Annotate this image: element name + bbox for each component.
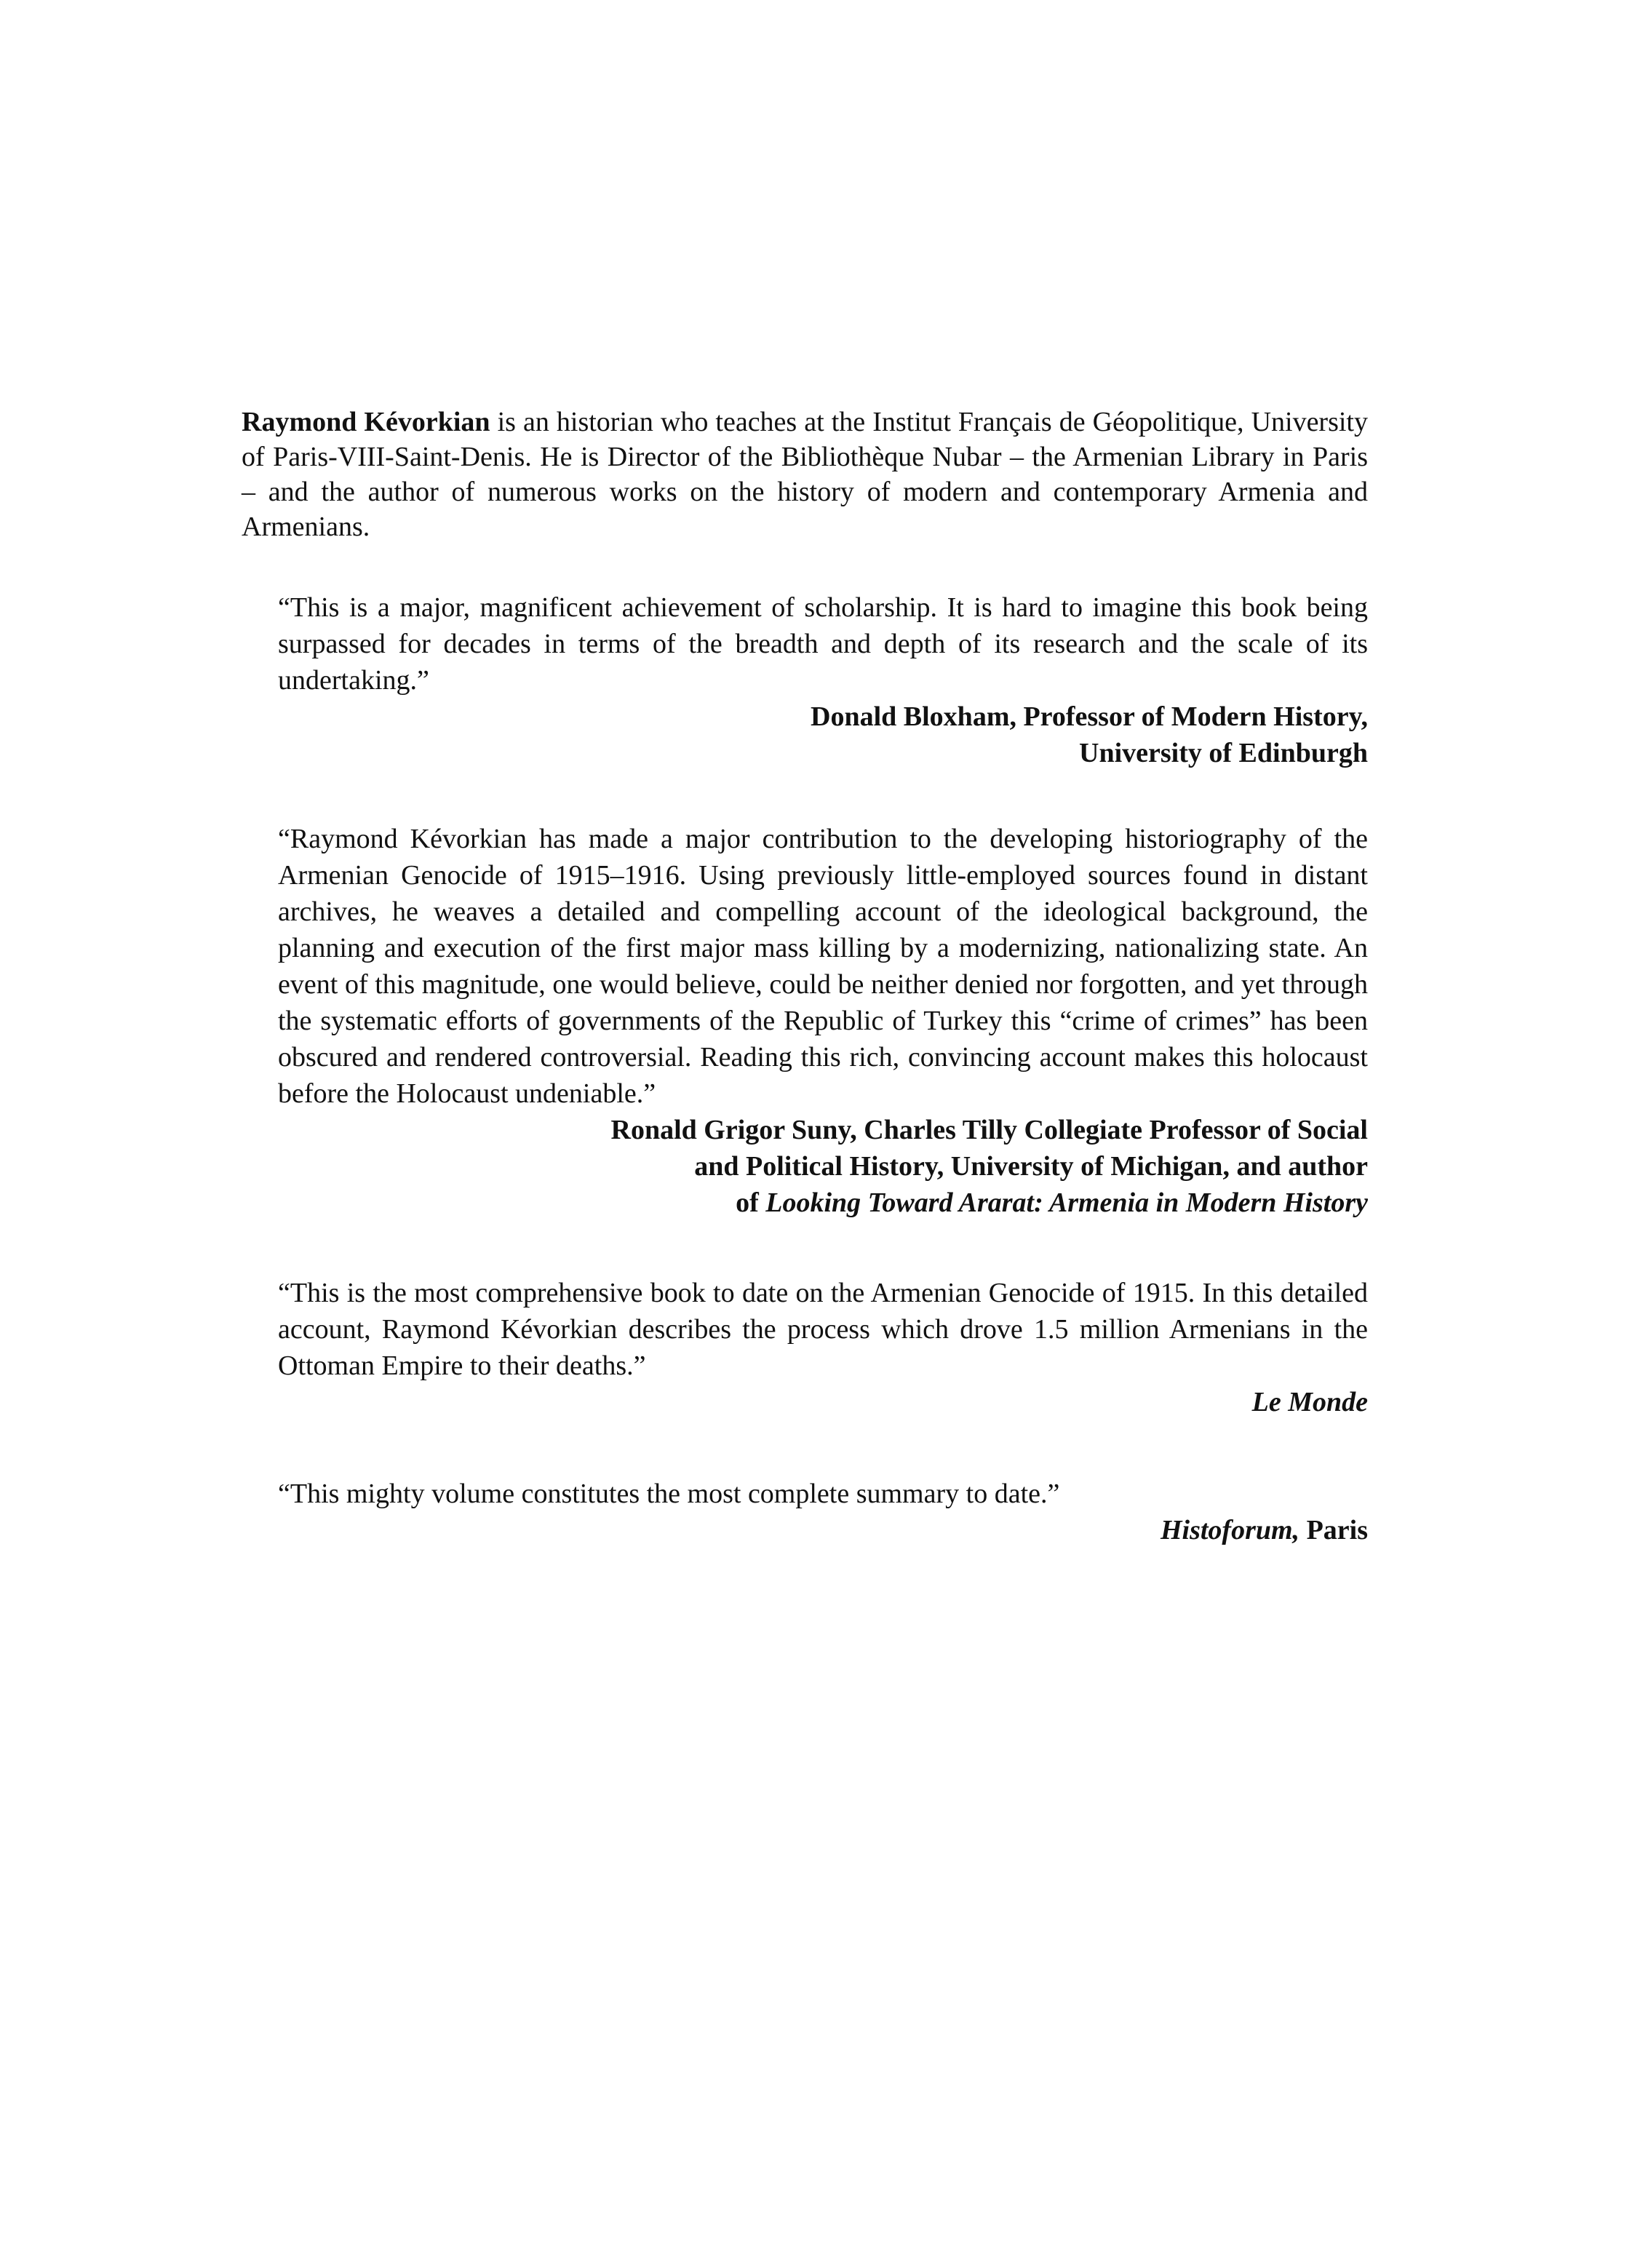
author-bio xyxy=(242,405,1368,544)
review-quote-text: “This is the most comprehensive book to date on the Armenian Genocide of 1915. In this detailed account, Raymond Kévorkian describes the process which drove 1.5 million Armenians in the Ottoman Empire to their deaths.” xyxy=(278,1278,1368,1381)
review-quote-text: “This mighty volume constitutes the most complete summary to date.” xyxy=(278,1479,1060,1509)
attribution-line: Ronald Grigor Suny, Charles Tilly Collegiate Professor of Social xyxy=(610,1115,1368,1145)
review-quote-le-monde xyxy=(278,1275,1368,1420)
publication-place: Paris xyxy=(1299,1515,1368,1545)
review-quote-bloxham xyxy=(278,589,1368,771)
publication-name: Le Monde xyxy=(1251,1387,1368,1417)
book-blurb-page xyxy=(242,405,1368,1548)
review-quote-suny xyxy=(278,821,1368,1221)
review-attribution xyxy=(278,1384,1368,1420)
author-bio-text: is an historian who teaches at the Institut Français de Géopolitique, University of Paris-VIII-Saint-Denis. He is Director of the Bibliothèque Nubar – the Armenian Library in Paris – and the author of numerous works on the history of modern and contemporary Armenia and Armenians. xyxy=(242,407,1368,542)
review-attribution xyxy=(278,1512,1368,1548)
review-attribution xyxy=(278,1112,1368,1221)
book-title: Looking Toward Ararat: Armenia in Modern History xyxy=(765,1187,1368,1218)
attribution-line: Donald Bloxham, Professor of Modern History, xyxy=(811,701,1368,732)
attribution-line: University of Edinburgh xyxy=(1079,738,1368,768)
attribution-prefix: of xyxy=(736,1187,766,1218)
review-quote-histoforum xyxy=(278,1476,1368,1548)
publication-name: Histoforum, xyxy=(1160,1515,1300,1545)
review-attribution xyxy=(278,699,1368,771)
review-quote-text: “Raymond Kévorkian has made a major contribution to the developing historiography of the Armenian Genocide of 1915–1916. Using previously little-employed sources found in distant archives, he weaves a detailed and compelling account of the ideological background, the planning and execution of the first major mass killing by a modernizing, nationalizing state. An event of this magnitude, one would believe, could be neither denied nor forgotten, and yet through the systematic efforts of governments of the Republic of Turkey this “crime of crimes” has been obscured and rendered controversial. Reading this rich, convincing account makes this holocaust before the Holocaust undeniable.” xyxy=(278,824,1368,1109)
attribution-line: and Political History, University of Michigan, and author xyxy=(694,1151,1368,1182)
review-quote-text: “This is a major, magnificent achievement of scholarship. It is hard to imagine this book being surpassed for decades in terms of the breadth and depth of its research and the scale of its undertaking.” xyxy=(278,592,1368,696)
author-name: Raymond Kévorkian xyxy=(242,407,490,437)
attribution-line xyxy=(278,1185,1368,1221)
